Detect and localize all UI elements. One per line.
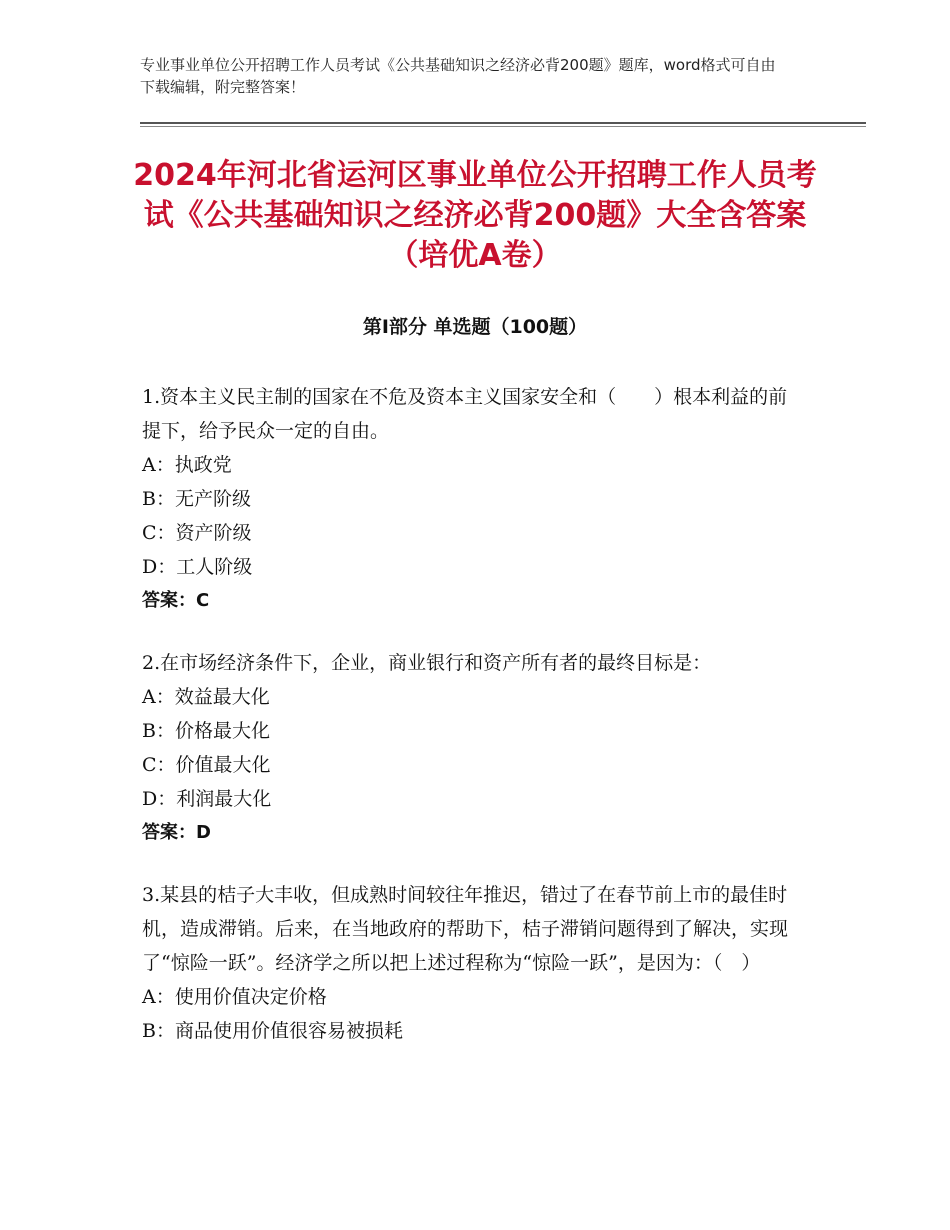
question-stem: 3.某县的桔子大丰收，但成熟时间较往年推迟，错过了在春节前上市的最佳时机，造成滞销。后来，在当地政府的帮助下，桔子滞销问题得到了解决，实现了“惊险一跃”。经济学之所以把上述过程称为“惊险一跃”，是因为：（ ） — [142, 884, 789, 974]
option-a: A：执政党 — [142, 454, 232, 476]
option-c: C：价值最大化 — [142, 754, 271, 776]
header-divider-thin — [140, 126, 866, 127]
section-title: 第Ⅰ部分 单选题（100题） — [362, 316, 588, 338]
option-a: A：效益最大化 — [142, 686, 270, 708]
header-note: 专业事业单位公开招聘工作人员考试《公共基础知识之经济必背200题》题库，word格式可自由下载编辑，附完整答案！ — [140, 56, 776, 96]
option-b: B：价格最大化 — [142, 720, 270, 742]
question-1 — [142, 380, 802, 618]
document-title: 2024年河北省运河区事业单位公开招聘工作人员考试《公共基础知识之经济必背200题》大全含答案（培优A卷） — [133, 158, 817, 273]
option-b: B：商品使用价值很容易被损耗 — [142, 1020, 403, 1042]
option-a: A：使用价值决定价格 — [142, 986, 327, 1008]
question-3 — [142, 878, 802, 1048]
header-divider — [140, 122, 866, 124]
option-b: B：无产阶级 — [142, 488, 251, 510]
question-2 — [142, 646, 802, 850]
answer: 答案：D — [142, 822, 211, 843]
question-list — [142, 380, 802, 1076]
question-stem: 1.资本主义民主制的国家在不危及资本主义国家安全和（ ）根本利益的前提下，给予民众一定的自由。 — [142, 386, 788, 442]
option-c: C：资产阶级 — [142, 522, 252, 544]
option-d: D：利润最大化 — [142, 788, 272, 810]
answer: 答案：C — [142, 590, 210, 611]
option-d: D：工人阶级 — [142, 556, 253, 578]
question-stem: 2.在市场经济条件下，企业，商业银行和资产所有者的最终目标是： — [142, 652, 712, 674]
